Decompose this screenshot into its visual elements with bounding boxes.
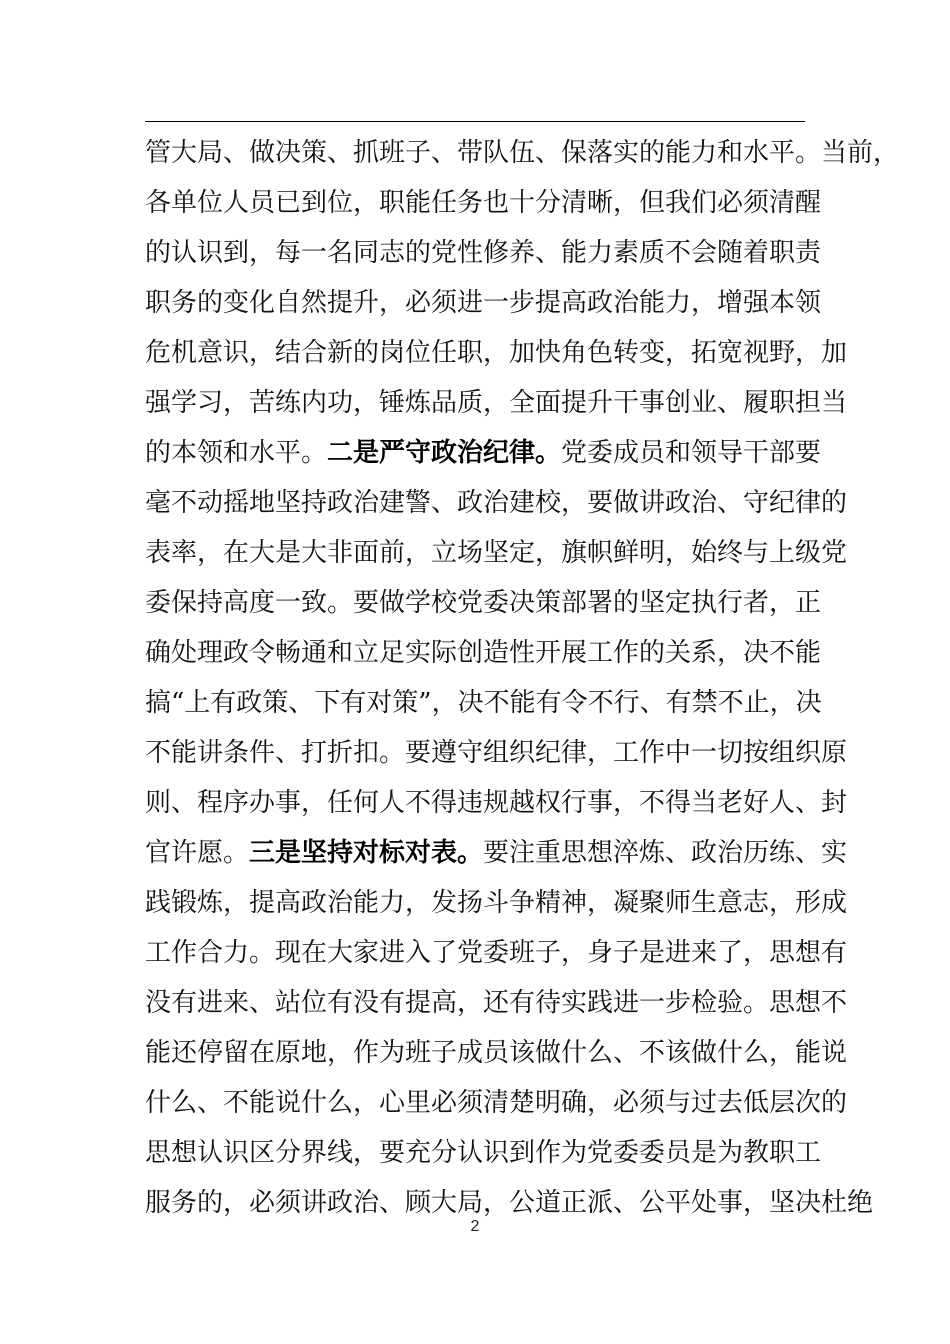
text-segment: 服务的，必须讲政治、顾大局，公道正派、公平处事，坚决杜绝	[145, 1188, 874, 1218]
text-segment: 管大局、做决策、抓班子、带队伍、保落实的能力和水平。当前，	[145, 138, 900, 168]
body-text	[145, 128, 900, 1228]
text-segment: 的本领和水平。	[145, 438, 328, 468]
text-line	[145, 178, 822, 228]
page-number: 2	[470, 1218, 480, 1235]
text-line	[145, 728, 848, 778]
text-line	[145, 628, 822, 678]
text-segment: 强学习，苦练内功，锤炼品质，全面提升干事创业、履职担当	[145, 388, 848, 418]
text-segment: 思想认识区分界线，要充分认识到作为党委委员是为教职工	[145, 1138, 822, 1168]
text-line	[145, 1078, 848, 1128]
text-segment: 工作合力。现在大家进入了党委班子，身子是进来了，思想有	[145, 938, 848, 968]
text-segment: 的认识到，每一名同志的党性修养、能力素质不会随着职责	[145, 238, 822, 268]
text-line	[145, 278, 822, 328]
header-rule	[145, 121, 805, 122]
text-line	[145, 428, 822, 478]
text-segment: 官许愿。	[145, 838, 250, 868]
text-line	[145, 828, 848, 878]
text-line	[145, 978, 848, 1028]
bold-heading-phrase: 二是严守政治纪律。	[327, 438, 562, 468]
text-line	[145, 778, 848, 828]
text-line	[145, 328, 848, 378]
text-segment: 能还停留在原地，作为班子成员该做什么、不该做什么，能说	[145, 1038, 848, 1068]
text-segment: 确处理政令畅通和立足实际创造性开展工作的关系，决不能	[145, 638, 822, 668]
text-segment: 职务的变化自然提升，必须进一步提高政治能力，增强本领	[145, 288, 822, 318]
text-segment: 委保持高度一致。要做学校党委决策部署的坚定执行者，正	[145, 588, 822, 618]
text-line	[145, 478, 848, 528]
text-line	[145, 228, 822, 278]
text-segment: 各单位人员已到位，职能任务也十分清晰，但我们必须清醒	[145, 188, 822, 218]
text-line	[145, 878, 848, 928]
text-segment: 则、程序办事，任何人不得违规越权行事，不得当老好人、封	[145, 788, 848, 818]
text-segment: 表率，在大是大非面前，立场坚定，旗帜鲜明，始终与上级党	[145, 538, 848, 568]
bold-heading-phrase: 三是坚持对标对表。	[249, 838, 484, 868]
text-segment: 搞“上有政策、下有对策”，决不能有令不行、有禁不止，决	[145, 688, 822, 718]
text-line	[145, 1128, 822, 1178]
text-segment: 要注重思想淬炼、政治历练、实	[483, 838, 848, 868]
text-segment: 什么、不能说什么，心里必须清楚明确，必须与过去低层次的	[145, 1088, 848, 1118]
text-line	[145, 928, 848, 978]
text-line	[145, 528, 848, 578]
text-segment: 危机意识，结合新的岗位任职，加快角色转变，拓宽视野，加	[145, 338, 848, 368]
text-line	[145, 578, 822, 628]
text-segment: 践锻炼，提高政治能力，发扬斗争精神，凝聚师生意志，形成	[145, 888, 848, 918]
text-segment: 毫不动摇地坚持政治建警、政治建校，要做讲政治、守纪律的	[145, 488, 848, 518]
text-line	[145, 128, 900, 178]
text-line	[145, 678, 822, 728]
text-line	[145, 378, 848, 428]
text-segment: 不能讲条件、打折扣。要遵守组织纪律，工作中一切按组织原	[145, 738, 848, 768]
text-segment: 党委成员和领导干部要	[561, 438, 822, 468]
text-segment: 没有进来、站位有没有提高，还有待实践进一步检验。思想不	[145, 988, 848, 1018]
text-line	[145, 1028, 848, 1078]
